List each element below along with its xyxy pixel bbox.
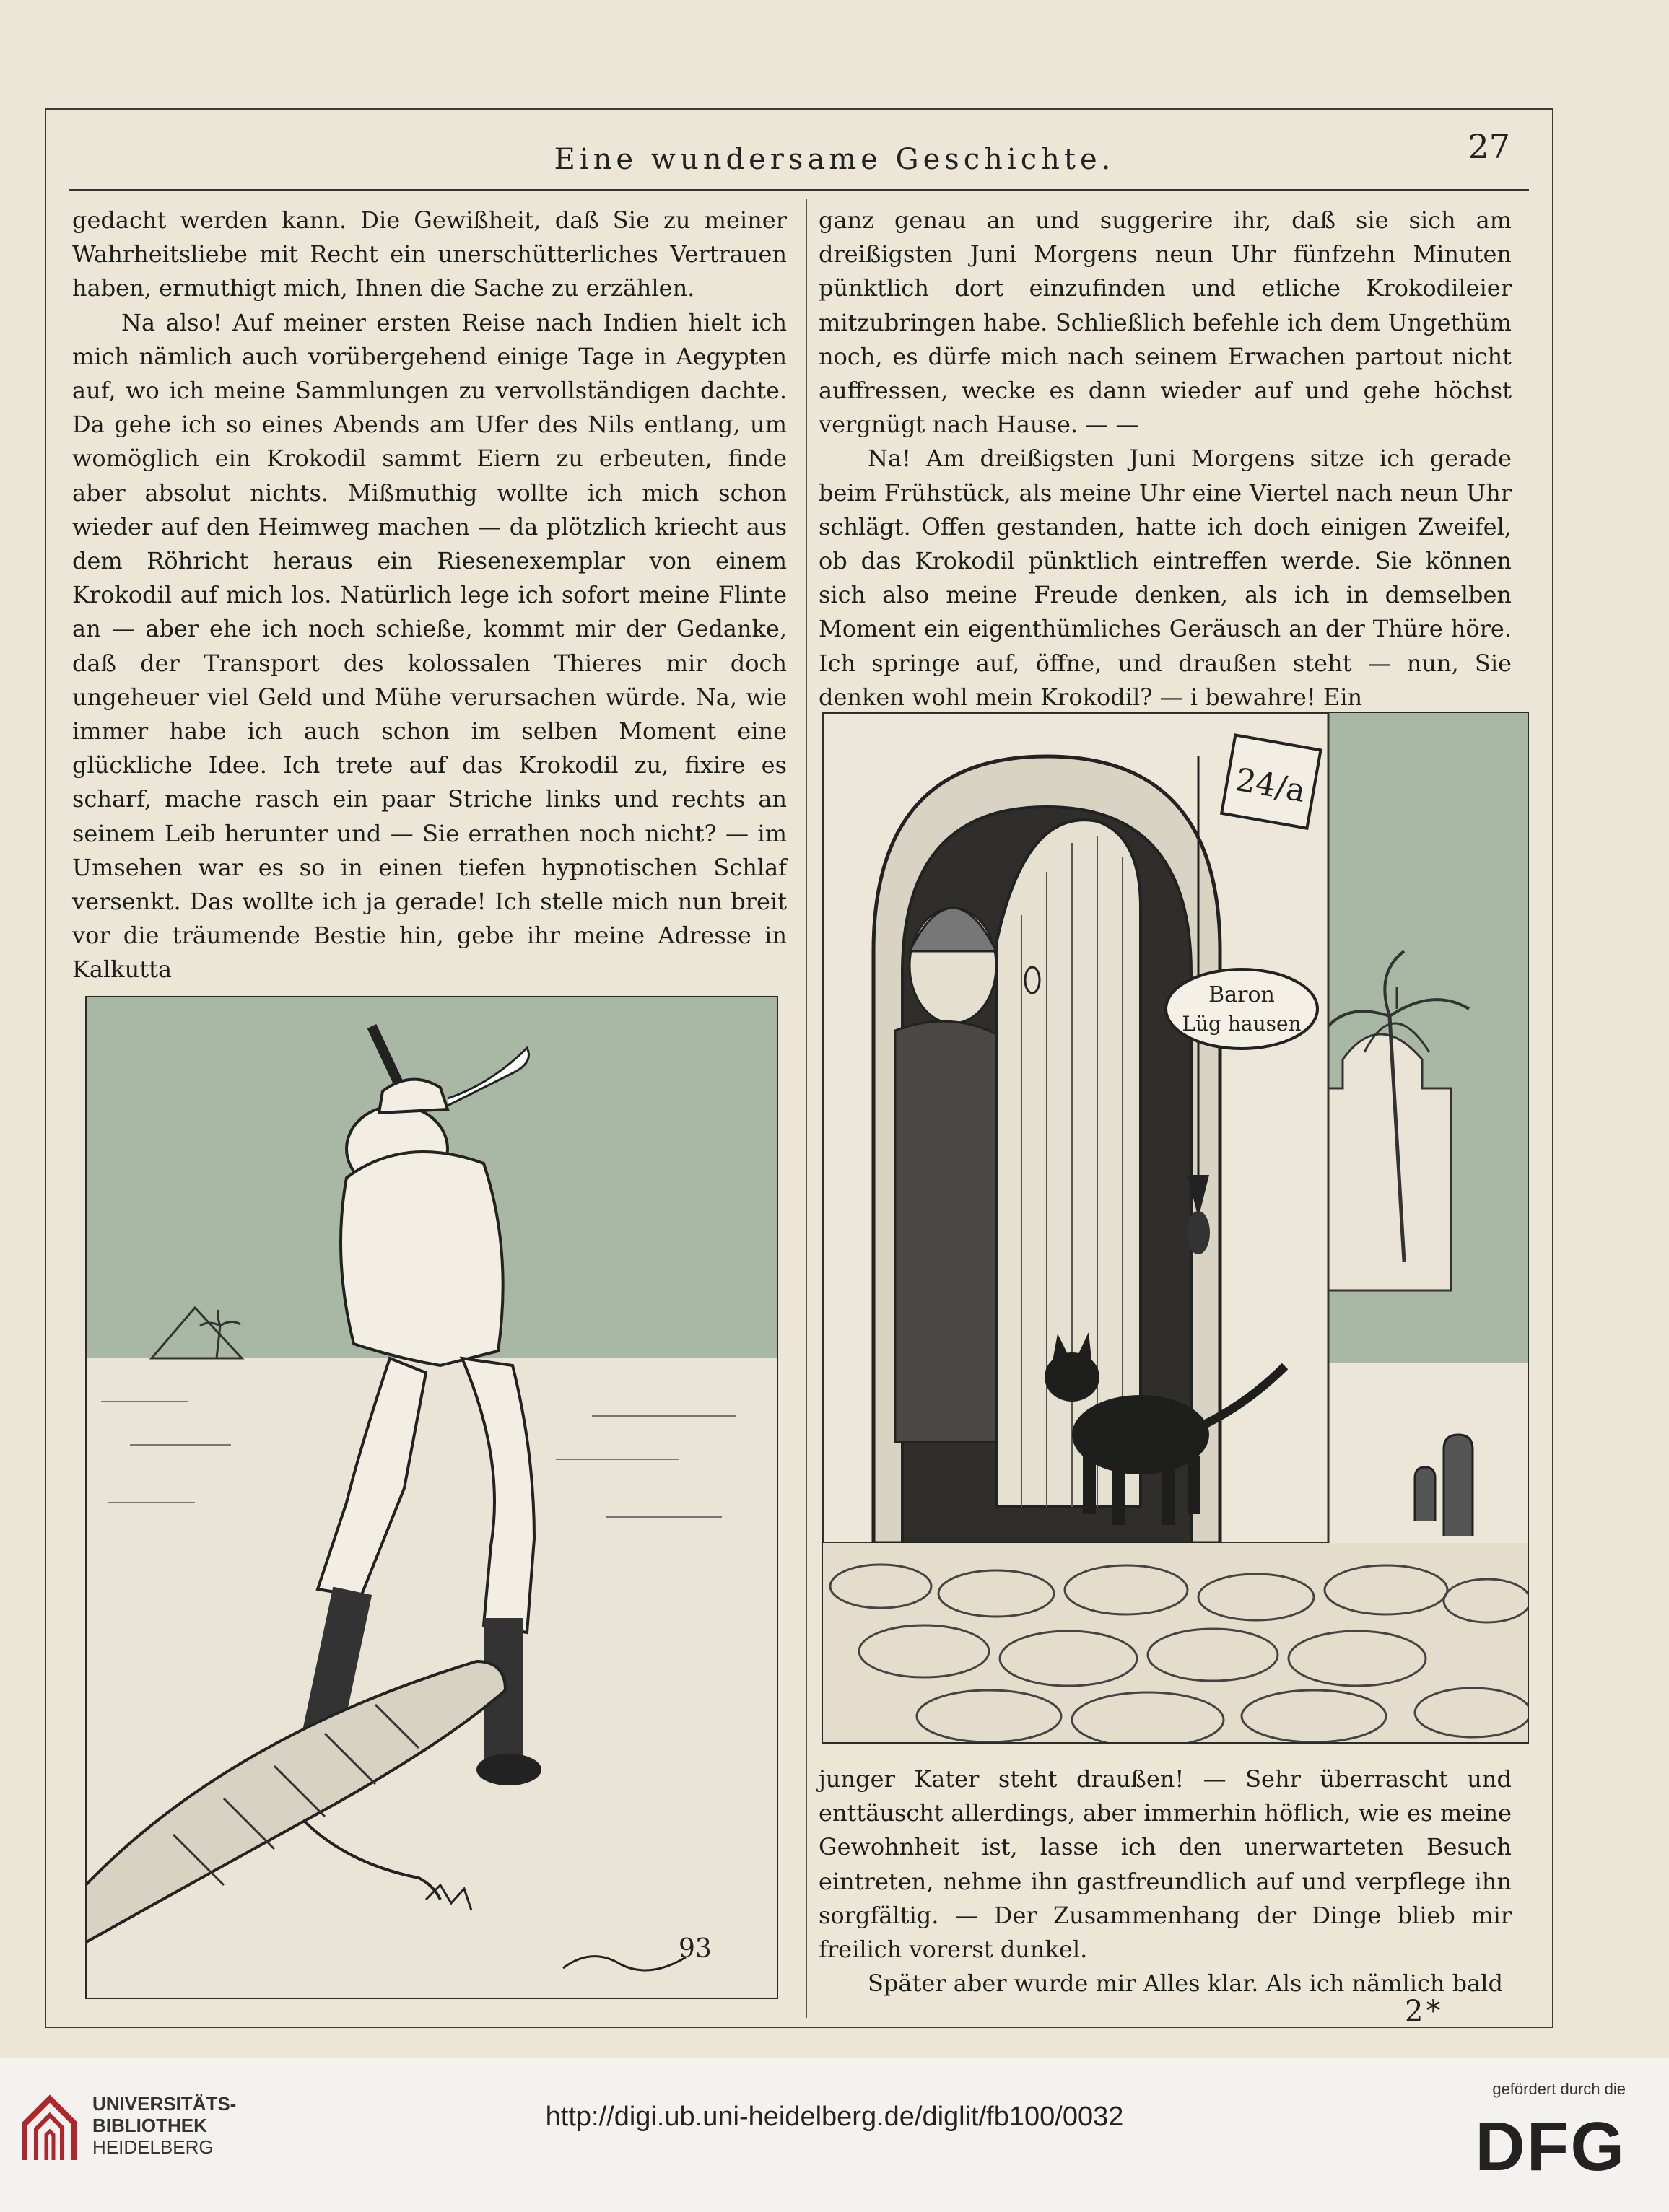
paragraph: Na! Am dreißigsten Juni Morgens sitze ich gerade beim Frühstück, als meine Uhr eine Viertel nach neun Uhr schlägt. Offen gestanden, hatte ich doch einigen Zweifel, ob das Krokodil pünktlich eintreffen werde. Sie können sich also meine Freude denken, als ich in demselben Moment ein eigenthümliches Geräusch an der Thüre höre. Ich springe auf, öffne, und draußen steht — nun, Sie denken wohl mein Krokodil? — i bewahre! Ein (819, 445, 1512, 711)
header-rule (69, 189, 1529, 191)
funded-by-label: gefördert durch die (1492, 2080, 1626, 2098)
right-column-bottom-text (819, 1762, 1512, 2001)
paragraph: ganz genau an und suggerire ihr, daß sie sich am dreißigsten Juni Morgens neun Uhr fünfzehn Minuten pünktlich dort einzufinden und etliche Krokodileier mitzubringen habe. Schließlich befehle ich dem Ungethüm noch, es dürfe mich nach seinem Erwachen partout nicht auffressen, wecke es dann wieder auf und gehe höchst vergnügt nach Hause. — — (819, 206, 1512, 439)
paragraph: junger Kater steht draußen! — Sehr überrascht und enttäuscht allerdings, aber immerhin höflich, wie es meine Gewohnheit ist, lasse ich den unerwarteten Besuch eintreten, nehme ihn gastfreundlich auf und verpflege ihn sorgfältig. — Der Zusammenhang der Dinge blieb mir freilich vorerst dunkel. (819, 1765, 1512, 1964)
illustration-signature-year: 93 (679, 1934, 712, 1964)
door-sign-line2: Lüg hausen (1182, 1012, 1302, 1036)
dfg-logo: DFG (1475, 2108, 1626, 2185)
paragraph: Na also! Auf meiner ersten Reise nach Indien hielt ich mich nämlich auch vorübergehend einige Tage in Aegypten auf, wo ich meine Sammlungen zu vervollständigen dachte. Da gehe ich so eines Abends am Ufer des Nils entlang, um womöglich ein Krokodil sammt Eiern zu erbeuten, finde aber absolut nichts. Mißmuthig wollte ich mich schon wieder auf den Heimweg machen — da plötzlich kriecht aus dem Röhricht heraus ein Riesenexemplar von einem Krokodil auf mich los. Natürlich lege ich sofort meine Flinte an — aber ehe ich noch schieße, kommt mir der Gedanke, daß der Transport des kolossalen Thieres mir doch ungeheuer viel Geld und Mühe verursachen würde. Na, wie immer habe ich auch schon im selben Moment eine glückliche Idee. Ich trete auf das Krokodil zu, fixire es scharf, mache rasch ein paar Striche links und rechts an seinem Leib herunter und — Sie errathen noch nicht? — im Umsehen war es so in einen tiefen hypnotischen Schlaf versenkt. Das wollte ich ja gerade! Ich stelle mich nun breit vor die träumende Bestie hin, gebe ihr meine Adresse in Kalkutta (72, 308, 787, 984)
sheet-signature: 2* (1405, 1995, 1444, 2028)
paragraph: gedacht werden kann. Die Gewißheit, daß Sie zu meiner Wahrheitsliebe mit Recht ein unerschütterliches Vertrauen haben, ermuthigt mich, Ihnen die Sache zu erzählen. (72, 206, 787, 302)
paragraph: Später aber wurde mir Alles klar. Als ich nämlich bald (868, 1970, 1503, 1998)
door-sign-line1: Baron (1208, 982, 1275, 1007)
left-column-text (72, 204, 787, 987)
column-divider (806, 199, 807, 2018)
running-head: Eine wundersame Geschichte. (554, 143, 1115, 176)
library-name-line3: HEIDELBERG (92, 2136, 214, 2158)
library-name-line1: UNIVERSITÄTS- (92, 2093, 237, 2115)
house-number: 24/a (1232, 761, 1309, 810)
right-column-top-text (819, 204, 1512, 714)
permalink-url[interactable]: http://digi.ub.uni-heidelberg.de/diglit/fb100/0032 (545, 2102, 1124, 2132)
library-name-line2: BIBLIOTHEK (92, 2115, 207, 2136)
illustration-doorway-cat (822, 712, 1529, 1744)
illustration-hunter-crocodile (85, 996, 778, 1999)
page-number: 27 (1468, 127, 1510, 166)
footer-bar (0, 2058, 1669, 2212)
